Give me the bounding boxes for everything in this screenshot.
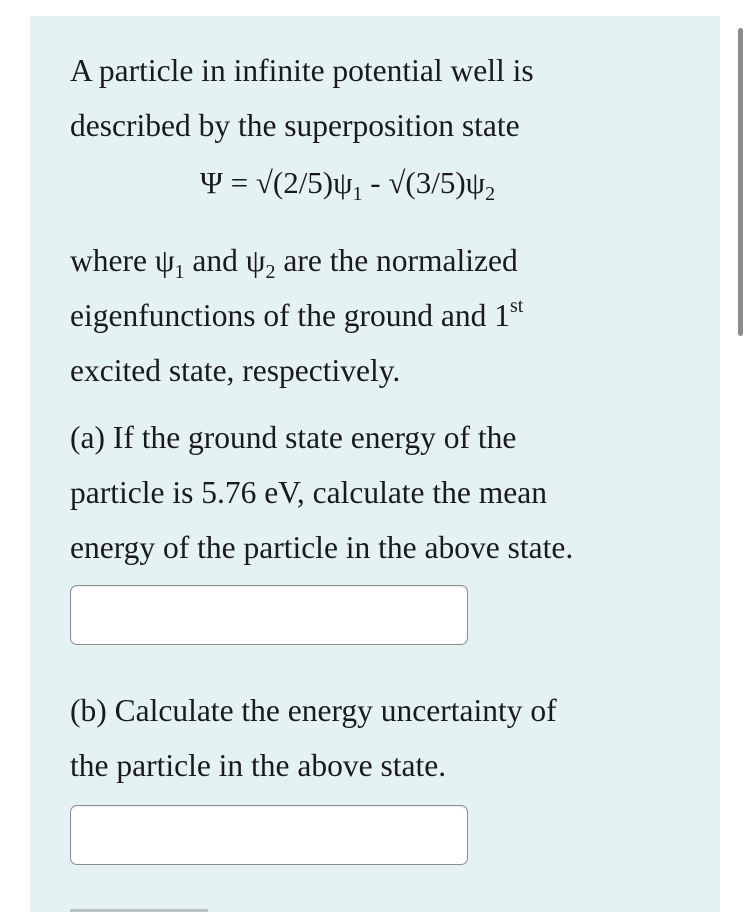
where-text-3: are the normalized — [275, 243, 518, 278]
where-line — [70, 243, 518, 283]
equation-term-2: √(3/5)ψ — [388, 165, 486, 200]
part-b-line-2: the particle in the above state. — [70, 748, 447, 783]
where-text-2: and ψ — [184, 243, 266, 278]
part-b-answer-input[interactable] — [70, 805, 468, 865]
part-a-line-2: particle is 5.76 eV, calculate the mean — [70, 475, 547, 510]
eigen-superscript: st — [510, 295, 524, 317]
eigenfunctions-line — [70, 295, 524, 333]
part-a-line-3: energy of the particle in the above state. — [70, 530, 574, 565]
where-subscript-1: 1 — [174, 261, 185, 283]
part-a-answer-input[interactable] — [70, 585, 468, 645]
where-subscript-2: 2 — [265, 261, 276, 283]
where-text-1: where ψ — [70, 243, 175, 278]
equation-term-1: √(2/5)ψ — [255, 165, 353, 200]
part-b-line-1: (b) Calculate the energy uncertainty of — [70, 693, 557, 728]
intro-line-2: described by the superposition state — [70, 108, 520, 143]
excited-line: excited state, respectively. — [70, 353, 401, 388]
equation-subscript-1: 1 — [352, 183, 363, 205]
eigen-text: eigenfunctions of the ground and 1 — [70, 298, 511, 333]
equation-lhs: Ψ = — [200, 165, 256, 200]
intro-line-1: A particle in infinite potential well is — [70, 53, 534, 88]
scrollbar[interactable] — [738, 28, 743, 336]
superposition-equation — [200, 165, 496, 205]
equation-minus: - — [362, 165, 389, 200]
part-a-line-1: (a) If the ground state energy of the — [70, 420, 517, 455]
equation-subscript-2: 2 — [485, 183, 496, 205]
